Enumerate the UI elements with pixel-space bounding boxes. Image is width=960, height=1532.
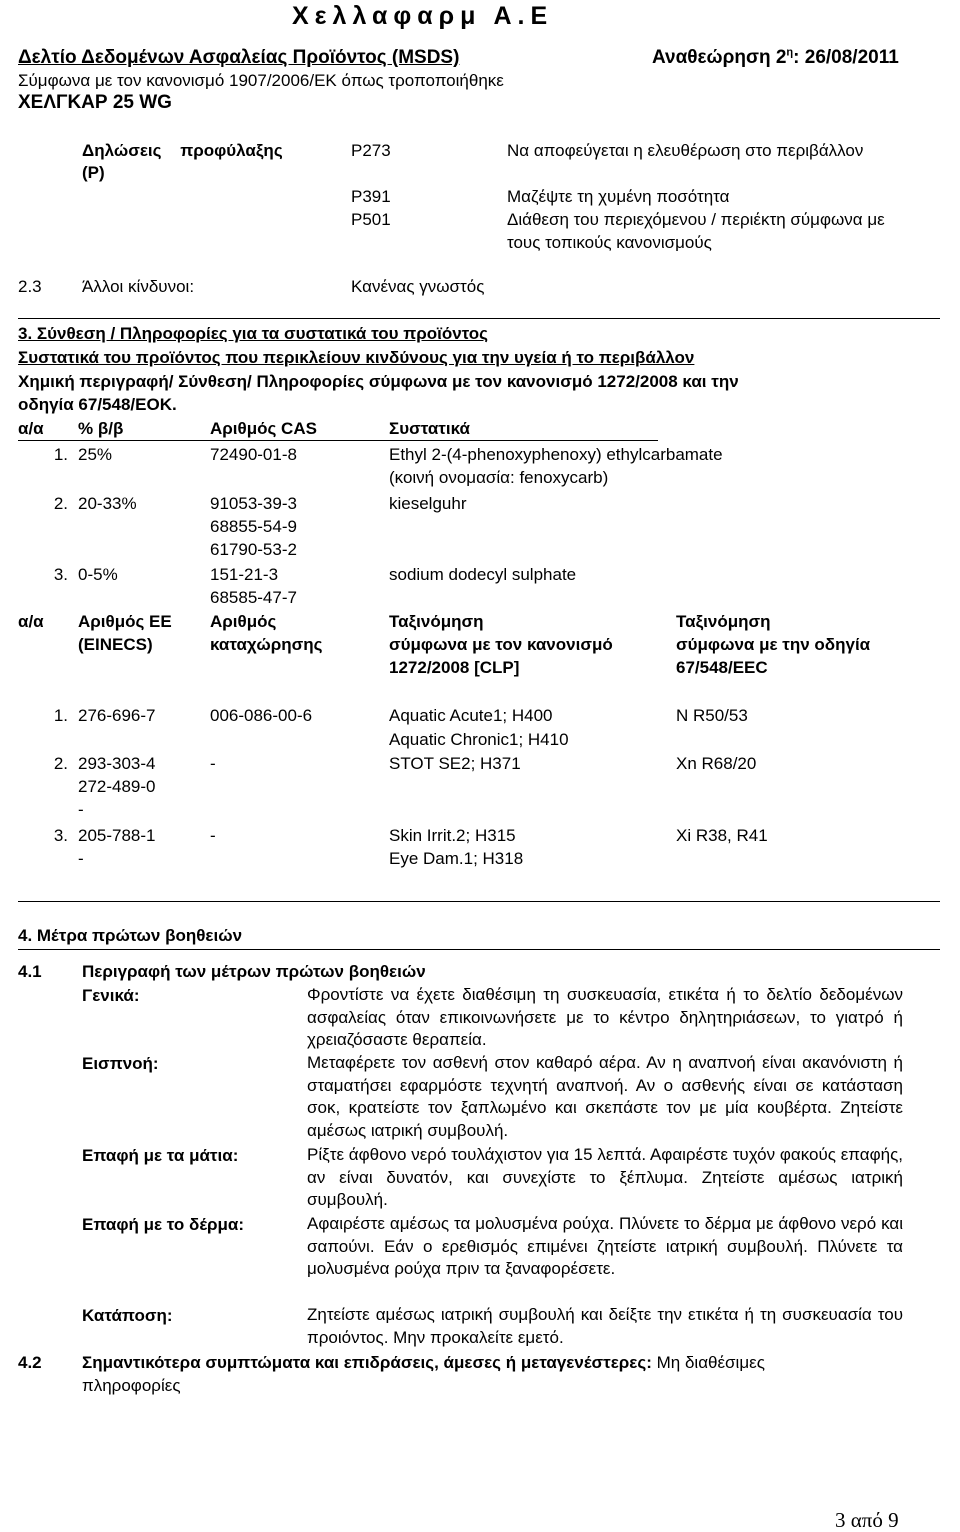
page-number: 3 από 9 bbox=[835, 1508, 899, 1532]
table2-header-registration: Αριθμός bbox=[210, 612, 277, 631]
table2-row-ec: - bbox=[78, 849, 84, 868]
table2-row-clp: Eye Dam.1; H318 bbox=[389, 849, 524, 868]
table1-row-percent: 20-33% bbox=[78, 494, 137, 513]
table1-row-percent: 25% bbox=[78, 445, 113, 464]
section-divider bbox=[18, 901, 940, 902]
table1-row-no: 2. bbox=[53, 494, 68, 513]
table2-header-directive: Ταξινόμηση bbox=[676, 612, 771, 631]
table2-header-registration: καταχώρησης bbox=[210, 635, 323, 654]
table1-row-ingredient: kieselguhr bbox=[389, 494, 467, 513]
table2-row-directive: Xi R38, R41 bbox=[676, 826, 768, 845]
table1-header-no: α/α bbox=[18, 419, 44, 438]
table2-header-directive: 67/548/EEC bbox=[676, 658, 768, 677]
regulation-reference: Σύμφωνα με τον κανονισμό 1907/2006/ΕΚ όπως τροποποιήθηκε bbox=[18, 71, 504, 90]
table1-header-ingredients: Συστατικά bbox=[389, 419, 470, 438]
table1-row-cas: 68855-54-9 bbox=[210, 517, 297, 536]
section41-number: 4.1 bbox=[18, 962, 42, 981]
table2-row-registration: 006-086-00-6 bbox=[210, 706, 313, 725]
table1-row-percent: 0-5% bbox=[78, 565, 118, 584]
table1-row-ingredient: (κοινή ονομασία: fenoxycarb) bbox=[389, 468, 609, 487]
first-aid-label-general: Γενικά: bbox=[82, 986, 140, 1005]
document-title: Δελτίο Δεδομένων Ασφαλείας Προϊόντος (MSDS) bbox=[18, 47, 460, 68]
table2-row-directive: N R50/53 bbox=[676, 706, 748, 725]
table2-header-clp: 1272/2008 [CLP] bbox=[389, 658, 520, 677]
table2-row-no: 1. bbox=[53, 706, 68, 725]
table1-row-cas: 91053-39-3 bbox=[210, 494, 297, 513]
precaution-code: P273 bbox=[351, 141, 391, 160]
section3-heading: 3. Σύνθεση / Πληροφορίες για τα συστατικά του προϊόντος bbox=[18, 324, 489, 343]
section42-title: Σημαντικότερα συμπτώματα και επιδράσεις, άμεσες ή μεταγενέστερες: bbox=[82, 1353, 652, 1372]
company-name: Χελλαφαρμ Α.Ε bbox=[292, 2, 554, 30]
table2-row-ec: 276-696-7 bbox=[78, 706, 156, 725]
table1-row-ingredient: Ethyl 2-(4-phenoxyphenoxy) ethylcarbamate bbox=[389, 445, 723, 464]
table1-row-cas: 61790-53-2 bbox=[210, 540, 297, 559]
first-aid-text-inhalation: Μεταφέρετε τον ασθενή στον καθαρό αέρα. Αν η αναπνοή είναι ακανόνιστη ή σταματήσει εφαρμόστε τεχνητή αναπνοή. Αν ο ασθενής είναι σε κατάσταση σοκ, κρατείστε τον ξαπλωμένο και σκεπάστε τον με μία κουβέρτα. Ζητείστε αμέσως ιατρική συμβουλή. bbox=[307, 1053, 903, 1140]
table2-row-ec: 205-788-1 bbox=[78, 826, 156, 845]
first-aid-label-skin: Επαφή με το δέρμα: bbox=[82, 1215, 245, 1234]
table2-header-clp: σύμφωνα με τον κανονισμό bbox=[389, 635, 613, 654]
table2-row-no: 2. bbox=[53, 754, 68, 773]
section42-text: Μη διαθέσιμες bbox=[656, 1353, 765, 1372]
table2-row-clp: Skin Irrit.2; H315 bbox=[389, 826, 516, 845]
precaution-text: Διάθεση του περιεχόμενου / περιέκτη σύμφωνα με bbox=[507, 210, 885, 229]
section41-title: Περιγραφή των μέτρων πρώτων βοηθειών bbox=[82, 962, 426, 981]
section42-text-cont: πληροφορίες bbox=[82, 1376, 181, 1395]
product-name: ΧΕΛΓΚΑΡ 25 WG bbox=[18, 92, 172, 113]
precaution-code: P391 bbox=[351, 187, 391, 206]
table1-header-percent: % β/β bbox=[78, 419, 124, 438]
table2-row-clp: Aquatic Acute1; H400 bbox=[389, 706, 553, 725]
revision-label: Αναθεώρηση $2^\eta$: 26/08/2011 bbox=[652, 46, 899, 68]
precaution-label: Δηλώσεις προφύλαξης bbox=[82, 141, 283, 160]
table2-row-clp: STOT SE2; H371 bbox=[389, 754, 521, 773]
other-hazards-number: 2.3 bbox=[18, 277, 42, 296]
section42-line bbox=[82, 1352, 765, 1374]
table1-row-cas: 151-21-3 bbox=[210, 565, 279, 584]
table1-row-no: 3. bbox=[53, 565, 68, 584]
table2-row-ec: - bbox=[78, 800, 84, 819]
precaution-text: τους τοπικούς κανονισμούς bbox=[507, 233, 712, 252]
table1-row-no: 1. bbox=[53, 445, 68, 464]
precaution-text: Να αποφεύγεται η ελευθέρωση στο περιβάλλον bbox=[507, 141, 864, 160]
section-divider bbox=[18, 949, 940, 950]
section3-subheading: Συστατικά του προϊόντος που περικλείουν κινδύνους για την υγεία ή το περιβάλλον bbox=[18, 348, 695, 367]
table2-row-registration: - bbox=[210, 826, 216, 845]
table2-row-clp: Aquatic Chronic1; H410 bbox=[389, 730, 569, 749]
first-aid-text-ingestion: Ζητείστε αμέσως ιατρική συμβουλή και δείξτε την ετικέτα ή τη συσκευασία του προιόντος. Μην προκαλείτε εμετό. bbox=[307, 1305, 903, 1347]
section-divider bbox=[18, 318, 940, 319]
other-hazards-label: Άλλοι κίνδυνοι: bbox=[82, 277, 195, 296]
section4-heading: 4. Μέτρα πρώτων βοηθειών bbox=[18, 926, 243, 945]
first-aid-text-skin: Αφαιρέστε αμέσως τα μολυσμένα ρούχα. Πλύνετε το δέρμα με άφθονο νερό και σαπούνι. Εάν ο ερεθισμός επιμένει ζητείστε ιατρική συμβουλή. Πλύνετε τα μολυσμένα ρούχα πριν τα ξαναφορέσετε. bbox=[307, 1214, 903, 1278]
first-aid-text-eyes: Ρίξτε άφθονο νερό τουλάχιστον για 15 λεπτά. Αφαιρέστε τυχόν φακούς επαφής, αν είναι δυνατόν, και συνεχίστε το ξέπλυμα. Ζητείστε αμέσως ιατρική συμβουλή. bbox=[307, 1145, 903, 1209]
precaution-label-p: (P) bbox=[82, 163, 105, 182]
section3-description: οδηγία 67/548/ΕΟΚ. bbox=[18, 395, 177, 414]
precaution-code: P501 bbox=[351, 210, 391, 229]
section42-number: 4.2 bbox=[18, 1353, 42, 1372]
table2-header-clp: Ταξινόμηση bbox=[389, 612, 484, 631]
table1-row-ingredient: sodium dodecyl sulphate bbox=[389, 565, 577, 584]
first-aid-text-general: Φροντίστε να έχετε διαθέσιμη τη συσκευασία, ετικέτα ή το δελτίο δεδομένων ασφαλείας όταν επικοινωνήσετε με το κέντρο δηλητηριάσεων, το γιατρό ή χρειαζόσαστε θεραπεία. bbox=[307, 985, 903, 1049]
first-aid-label-ingestion: Κατάποση: bbox=[82, 1306, 173, 1325]
table2-row-ec: 272-489-0 bbox=[78, 777, 156, 796]
table2-row-no: 3. bbox=[53, 826, 68, 845]
first-aid-label-eyes: Επαφή με τα μάτια: bbox=[82, 1146, 239, 1165]
other-hazards-value: Κανένας γνωστός bbox=[351, 277, 485, 296]
table2-row-ec: 293-303-4 bbox=[78, 754, 156, 773]
table1-header-cas: Αριθμός CAS bbox=[210, 419, 317, 438]
table2-header-no: α/α bbox=[18, 612, 44, 631]
section3-description: Χημική περιγραφή/ Σύνθεση/ Πληροφορίες σύμφωνα με τον κανονισμό 1272/2008 και την bbox=[18, 372, 739, 391]
table2-header-ec: (EINECS) bbox=[78, 635, 153, 654]
table2-header-ec: Αριθμός ΕΕ bbox=[78, 612, 172, 631]
table1-header-underline bbox=[18, 440, 658, 441]
table2-header-directive: σύμφωνα με την οδηγία bbox=[676, 635, 871, 654]
first-aid-label-inhalation: Εισπνοή: bbox=[82, 1054, 159, 1073]
precaution-text: Μαζέψτε τη χυμένη ποσότητα bbox=[507, 187, 730, 206]
table1-row-cas: 72490-01-8 bbox=[210, 445, 297, 464]
table1-row-cas: 68585-47-7 bbox=[210, 588, 297, 607]
table2-row-directive: Xn R68/20 bbox=[676, 754, 757, 773]
table2-row-registration: - bbox=[210, 754, 216, 773]
